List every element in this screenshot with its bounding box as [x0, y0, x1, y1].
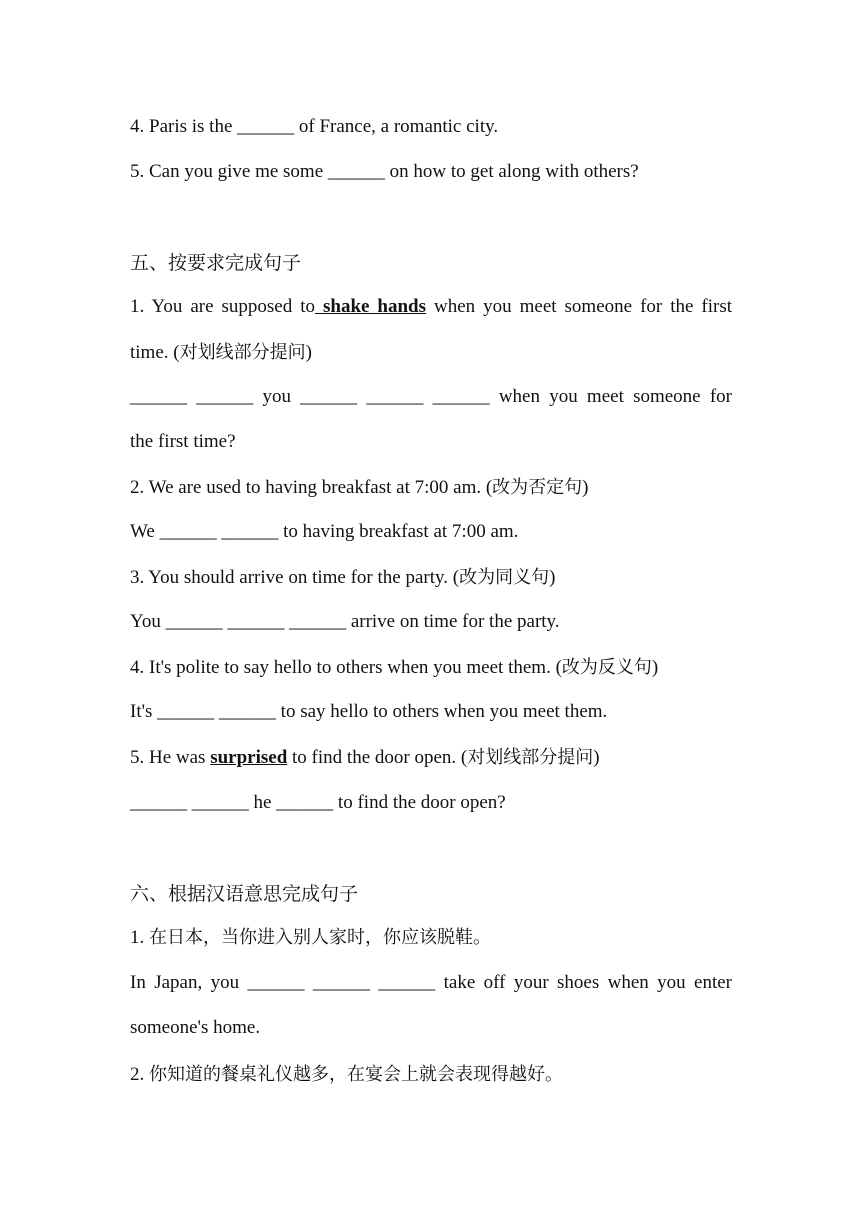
s5-q1-instruction: 对划线部分提问: [179, 342, 306, 363]
s5-q5-underlined: surprised: [210, 747, 288, 768]
s5-q5-post: to find the door open. (: [287, 747, 468, 768]
s5-q1-pre: 1. You are supposed to: [130, 296, 315, 317]
s5-q1-answer-line1: ______ ______ you ______ ______ ______ when you meet someone for: [130, 386, 732, 407]
s6-q1-chinese: 在日本，当你进入别人家时，你应该脱鞋。: [149, 927, 491, 948]
s5-question-5: [130, 745, 732, 771]
s6-question-2: [130, 1062, 732, 1088]
s5-q4-end: ): [651, 657, 659, 678]
s6-q2-chinese: 你知道的餐桌礼仪越多，在宴会上就会表现得越好。: [149, 1064, 563, 1085]
s5-question-2: [130, 475, 732, 501]
s6-question-1: [130, 925, 732, 951]
s6-q1-num: 1.: [130, 927, 149, 948]
s5-question-1: [130, 294, 732, 320]
s6-q1-answer-line1: In Japan, you ______ ______ ______ take off your shoes when you enter: [130, 972, 732, 993]
s5-q1-line2-en: time. (: [130, 342, 180, 363]
s5-q5-answer: ______ ______ he ______ to find the door open?: [130, 792, 506, 813]
s5-q3-text: 3. You should arrive on time for the party. (: [130, 567, 460, 588]
s5-q3-instruction: 改为同义句: [459, 567, 550, 588]
question-5-advice: 5. Can you give me some ______ on how to get along with others?: [130, 161, 639, 182]
s5-q3-end: ): [549, 567, 556, 588]
section-6-heading: 六、根据汉语意思完成句子: [130, 883, 359, 905]
s5-q1-answer-line2: the first time?: [130, 431, 236, 452]
s5-q2-answer: We ______ ______ to having breakfast at 7:00 am.: [130, 521, 519, 542]
s5-q5-end: ): [593, 747, 600, 768]
s5-q3-answer: You ______ ______ ______ arrive on time for the party.: [130, 611, 560, 632]
s5-q4-answer: It's ______ ______ to say hello to others when you meet them.: [130, 701, 608, 722]
s5-q1-line2-end: ): [305, 342, 312, 363]
s5-q4-text: 4. It's polite to say hello to others when you meet them. (: [130, 657, 562, 678]
question-4-paris: 4. Paris is the ______ of France, a romantic city.: [130, 116, 499, 137]
s5-q2-end: ): [582, 477, 589, 498]
s5-q1-underlined: shake hands: [315, 296, 427, 317]
s5-q4-instruction: 改为反义句: [561, 657, 652, 678]
s6-q2-num: 2.: [130, 1064, 149, 1085]
s5-q2-text: 2. We are used to having breakfast at 7:00 am. (: [130, 477, 493, 498]
s5-question-4: [130, 655, 732, 681]
section-5-heading: 五、按要求完成句子: [130, 252, 302, 274]
s6-q1-answer-line2: someone's home.: [130, 1017, 261, 1038]
s5-question-3: [130, 565, 732, 591]
s5-q5-pre: 5. He was: [130, 747, 211, 768]
s5-q2-instruction: 改为否定句: [492, 477, 583, 498]
s5-q5-instruction: 对划线部分提问: [467, 747, 594, 768]
s5-question-1-line2: [130, 340, 732, 366]
s5-q1-post: when you meet someone for the first: [426, 296, 733, 317]
